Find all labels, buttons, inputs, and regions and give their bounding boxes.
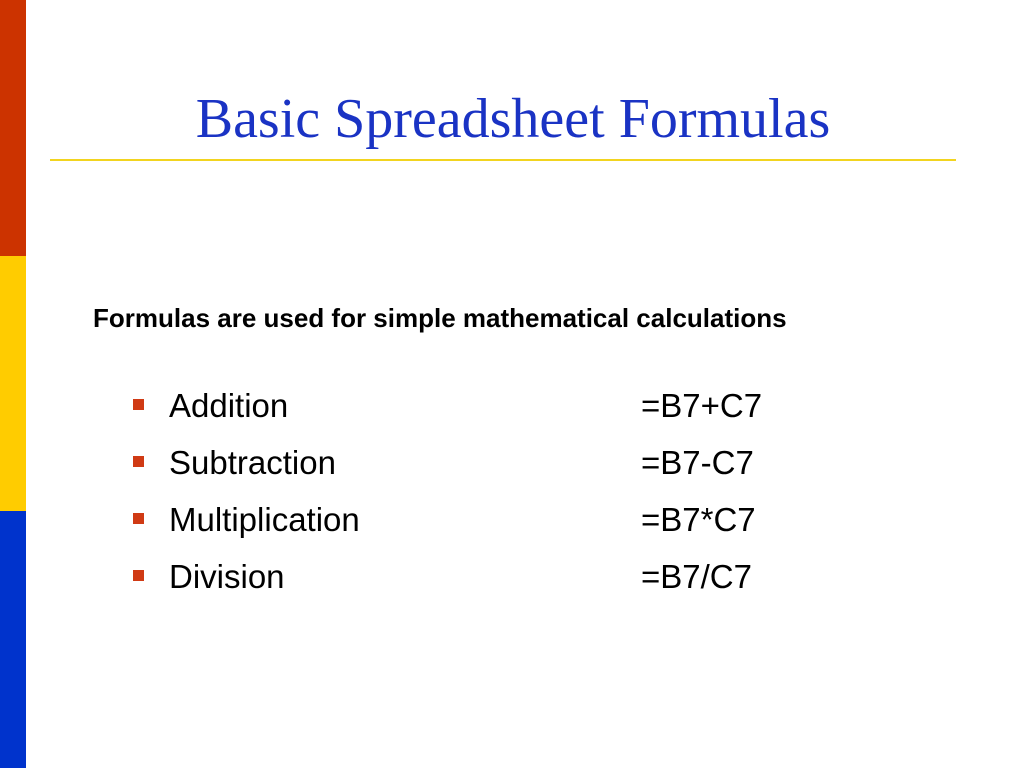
title-underline-rule	[50, 159, 956, 161]
accent-stripe-red	[0, 0, 26, 256]
operation-label: Subtraction	[169, 444, 336, 481]
formula-text: =B7*C7	[641, 501, 756, 538]
accent-stripe-blue	[0, 511, 26, 768]
square-bullet-icon	[133, 513, 144, 524]
slide-title: Basic Spreadsheet Formulas	[195, 88, 831, 150]
operation-label: Addition	[169, 387, 289, 424]
square-bullet-icon	[133, 570, 144, 581]
accent-stripe-yellow	[0, 256, 26, 511]
operation-label: Division	[169, 558, 285, 595]
square-bullet-icon	[133, 456, 144, 467]
square-bullet-icon	[133, 399, 144, 410]
formula-text: =B7+C7	[641, 387, 763, 424]
operation-label: Multiplication	[169, 501, 360, 538]
formula-text: =B7-C7	[641, 444, 754, 481]
formula-text: =B7/C7	[641, 558, 752, 595]
slide-subtitle: Formulas are used for simple mathematical calculations	[93, 303, 787, 333]
